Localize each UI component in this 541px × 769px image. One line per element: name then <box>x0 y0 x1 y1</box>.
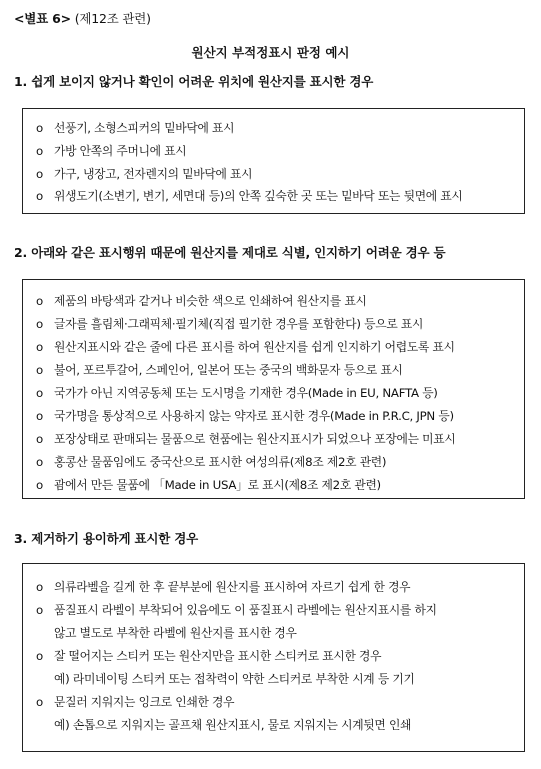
section-1-box <box>22 108 525 214</box>
list-item-example: 예) 라미네이팅 스티커 또는 접착력이 약한 스티커로 부착한 시계 등 기기 <box>54 672 415 686</box>
list-item: o 국가가 아닌 지역공동체 또는 도시명을 기재한 경우(Made in EU, NAFTA 등) <box>36 386 438 400</box>
document-title: 원산지 부적정표시 판정 예시 <box>191 45 350 60</box>
list-item: o 불어, 포르투갈어, 스페인어, 일본어 또는 중국의 백화문자 등으로 표시 <box>36 363 403 377</box>
list-item: o 품질표시 라벨이 부착되어 있음에도 이 품질표시 라벨에는 원산지표시를 하지 <box>36 603 437 617</box>
bullet: o <box>36 294 43 308</box>
section-2-heading: 2. 아래와 같은 표시행위 때문에 원산지를 제대로 식별, 인지하기 어려운 경우 등 <box>14 245 446 260</box>
list-item-continuation: 않고 별도로 부착한 라벨에 원산지를 표시한 경우 <box>54 626 297 640</box>
bullet: o <box>36 386 43 400</box>
annex-reference: (제12조 관련) <box>70 11 151 26</box>
bullet: o <box>36 695 43 709</box>
section-2-box <box>22 279 525 499</box>
section-3-heading: 3. 제거하기 용이하게 표시한 경우 <box>14 531 199 546</box>
bullet: o <box>36 340 43 354</box>
list-item: o 괌에서 만든 물품에 「Made in USA」로 표시(제8조 제2호 관련) <box>36 478 381 492</box>
list-item: o 잘 떨어지는 스티커 또는 원산지만을 표시한 스티커로 표시한 경우 <box>36 649 382 663</box>
list-item: o 의류라벨을 길게 한 후 끝부분에 원산지를 표시하여 자르기 쉽게 한 경우 <box>36 580 411 594</box>
bullet: o <box>36 317 43 331</box>
bullet: o <box>36 144 43 158</box>
list-item: o 홍콩산 물품임에도 중국산으로 표시한 여성의류(제8조 제2호 관련) <box>36 455 387 469</box>
list-item: o 가방 안쪽의 주머니에 표시 <box>36 144 187 158</box>
list-item: o 글자를 흘림체·그래픽체·필기체(직접 필기한 경우를 포함한다) 등으로 표시 <box>36 317 424 331</box>
annex-label: <별표 6> <box>14 11 71 26</box>
bullet: o <box>36 121 43 135</box>
list-item: o 가구, 냉장고, 전자렌지의 밑바닥에 표시 <box>36 167 253 181</box>
annex-header <box>14 9 151 27</box>
bullet: o <box>36 580 43 594</box>
bullet: o <box>36 409 43 423</box>
list-item: o 원산지표시와 같은 줄에 다른 표시를 하여 원산지를 쉽게 인지하기 어렵도록 표시 <box>36 340 455 354</box>
list-item: o 선풍기, 소형스피커의 밑바닥에 표시 <box>36 121 235 135</box>
list-item: o 포장상태로 판매되는 물품으로 현품에는 원산지표시가 되었으나 포장에는 미표시 <box>36 432 456 446</box>
bullet: o <box>36 455 43 469</box>
list-item: o 제품의 바탕색과 같거나 비슷한 색으로 인쇄하여 원산지를 표시 <box>36 294 367 308</box>
list-item: o 위생도기(소변기, 변기, 세면대 등)의 안쪽 깊숙한 곳 또는 밑바닥 또는 뒷면에 표시 <box>36 189 463 203</box>
section-3-box <box>22 563 525 752</box>
bullet: o <box>36 189 43 203</box>
list-item: o 국가명을 통상적으로 사용하지 않는 약자로 표시한 경우(Made in P.R.C, JPN 등) <box>36 409 454 423</box>
bullet: o <box>36 603 43 617</box>
list-item-example: 예) 손톱으로 지워지는 골프채 원산지표시, 물로 지워지는 시계뒷면 인쇄 <box>54 718 412 732</box>
bullet: o <box>36 649 43 663</box>
section-1-heading: 1. 쉽게 보이지 않거나 확인이 어려운 위치에 원산지를 표시한 경우 <box>14 74 374 89</box>
bullet: o <box>36 363 43 377</box>
bullet: o <box>36 478 43 492</box>
bullet: o <box>36 432 43 446</box>
bullet: o <box>36 167 43 181</box>
list-item: o 문질러 지워지는 잉크로 인쇄한 경우 <box>36 695 235 709</box>
